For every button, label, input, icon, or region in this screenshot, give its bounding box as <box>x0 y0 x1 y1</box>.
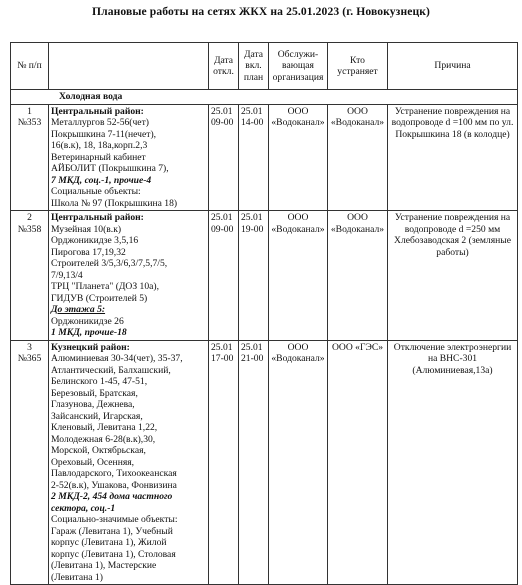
address-line: корпус (Левитана 1), Жилой <box>51 537 167 548</box>
on-date-cell <box>239 104 269 211</box>
district-label: Центральный район: <box>51 105 144 117</box>
header-serving-org: Обслужи-вающая организация <box>269 43 328 90</box>
address-line: 16(в.к), 18, 18а,корп.2,3 <box>51 140 148 151</box>
table-header-row <box>11 43 518 90</box>
address-cell <box>49 340 209 585</box>
header-fixer: Кто устраняет <box>328 43 388 90</box>
on-time: 19-00 <box>241 223 264 235</box>
address-line: Музейная 10(в.к) <box>51 223 122 235</box>
address-line: Атлантический, Балхашский, <box>51 364 171 376</box>
section-row <box>11 90 518 105</box>
address-line: Пирогова 17,19,32 <box>51 246 126 258</box>
summary-line: сектора, соц.-1 <box>51 502 116 514</box>
district-label: Кузнецкий район: <box>51 341 130 353</box>
address-line: Ветеринарный кабинет <box>51 151 146 163</box>
on-date-cell <box>239 211 269 341</box>
floor-label: До этажа 5: <box>51 304 106 315</box>
address-line: Кленовый, Левитана 1,22, <box>51 422 158 433</box>
on-time: 21-00 <box>241 353 264 364</box>
fixer-type: ООО <box>347 105 368 117</box>
off-time: 09-00 <box>211 117 234 128</box>
off-time: 17-00 <box>211 353 234 364</box>
header-address <box>49 43 209 90</box>
address-line: Алюминиевая 30-34(чет), 35-37, <box>51 353 183 364</box>
address-line: Строителей 3/5,3/6,3/7,5,7/5, <box>51 258 168 269</box>
address-line: Павлодарского, Тихоокеанская <box>51 468 177 479</box>
serving-org-cell <box>269 211 328 341</box>
on-time: 14-00 <box>241 117 264 128</box>
address-line: Глазунова, Дежнева, <box>51 399 135 410</box>
address-line: Березовый, Братская, <box>51 387 138 399</box>
address-line: АЙБОЛИТ (Покрышкина 7), <box>51 163 169 174</box>
address-line: Социально-значимые объекты: <box>51 514 178 525</box>
row-code: №358 <box>17 223 42 235</box>
fixer-cell <box>328 104 388 211</box>
address-line: Молодежная 6-28(в.к),30, <box>51 433 156 445</box>
cause-cell: Отключение электроэнергии на ВНС-301 (Алюминиевая,13а) <box>388 340 518 585</box>
header-off-date: Дата откл. <box>209 43 239 90</box>
on-date: 25.01 <box>241 341 263 353</box>
table-row <box>11 340 518 585</box>
address-line: Орджоникидзе 3,5,16 <box>51 235 139 246</box>
org-name: «Водоканал» <box>271 117 325 128</box>
summary-line: 2 МКД-2, 454 дома частного <box>51 491 173 502</box>
row-code: №365 <box>17 353 42 364</box>
on-date: 25.01 <box>241 105 263 117</box>
header-cause: Причина <box>388 43 518 90</box>
section-title: Холодная вода <box>11 90 518 105</box>
summary-line: 1 МКД, прочие-18 <box>51 327 127 338</box>
off-date: 25.01 <box>211 212 233 223</box>
fixer-name: «Водоканал» <box>330 223 385 235</box>
address-line: Белинского 1-45, 47-51, <box>51 376 148 387</box>
org-type: ООО <box>287 341 309 353</box>
row-index: 2 <box>27 212 32 223</box>
address-line: 2-52(в.к), Ушакова, Фонвизина <box>51 479 177 491</box>
fixer-type: ООО <box>347 212 368 223</box>
address-cell <box>49 211 209 341</box>
table-row <box>11 104 518 211</box>
on-date: 25.01 <box>241 212 263 223</box>
address-line: Гараж (Левитана 1), Учебный <box>51 525 173 537</box>
row-index: 3 <box>27 341 32 353</box>
row-number-cell <box>11 340 49 585</box>
off-date-cell <box>209 104 239 211</box>
address-line: корпус (Левитана 1), Столовая <box>51 548 176 560</box>
address-line: ТРЦ "Планета" (ДОЗ 10а), <box>51 281 160 292</box>
header-num: № п/п <box>11 43 49 90</box>
serving-org-cell <box>269 104 328 211</box>
works-table <box>10 42 518 585</box>
org-name: «Водоканал» <box>271 353 325 364</box>
document-title: Плановые работы на сетях ЖКХ на 25.01.2023 (г. Новокузнецк) <box>92 5 430 18</box>
off-date: 25.01 <box>211 105 233 117</box>
org-type: ООО <box>287 105 309 117</box>
address-line: Зайсанский, Игарская, <box>51 410 143 422</box>
row-number-cell <box>11 104 49 211</box>
row-number-cell <box>11 211 49 341</box>
address-line: Покрышкина 7-11(нечет), <box>51 128 157 140</box>
address-line: Социальные объекты: <box>51 186 141 197</box>
fixer-cell: ООО «ГЭС» <box>328 340 388 585</box>
address-line: (Левитана 1) <box>51 571 103 583</box>
address-line: Металлургов 52-56(чет) <box>51 117 149 128</box>
off-date-cell <box>209 211 239 341</box>
on-date-cell <box>239 340 269 585</box>
off-date-cell <box>209 340 239 585</box>
off-date: 25.01 <box>211 341 233 353</box>
address-line: Ореховый, Осенняя, <box>51 456 135 468</box>
row-code: №353 <box>17 117 42 128</box>
address-cell <box>49 104 209 211</box>
address-line: Школа № 97 (Покрышкина 18) <box>51 197 178 209</box>
row-index: 1 <box>27 105 32 117</box>
floor-address: Орджоникидзе 26 <box>51 315 124 327</box>
header-on-date: Дата вкл. план <box>239 43 269 90</box>
off-time: 09-00 <box>211 223 234 235</box>
address-line: Морской, Октябрьская, <box>51 445 146 456</box>
fixer-cell <box>328 211 388 341</box>
table-row <box>11 211 518 341</box>
cause-cell: Устранение повреждения на водопроводе d =100 мм по ул. Покрышкина 18 (в колодце) <box>388 104 518 211</box>
summary-line: 7 МКД, соц.-1, прочие-4 <box>51 174 152 186</box>
org-name: «Водоканал» <box>271 223 325 235</box>
address-line: (Левитана 1), Мастерские <box>51 560 157 571</box>
address-line: 7/9,13/4 <box>51 269 83 281</box>
district-label: Центральный район: <box>51 212 144 223</box>
serving-org-cell <box>269 340 328 585</box>
address-line: ГИДУВ (Строителей 5) <box>51 292 148 304</box>
cause-cell: Устранение повреждения на водопроводе d =250 мм Хлебозаводская 2 (земляные работы) <box>388 211 518 341</box>
fixer-name: «Водоканал» <box>330 117 385 128</box>
org-type: ООО <box>287 212 309 223</box>
